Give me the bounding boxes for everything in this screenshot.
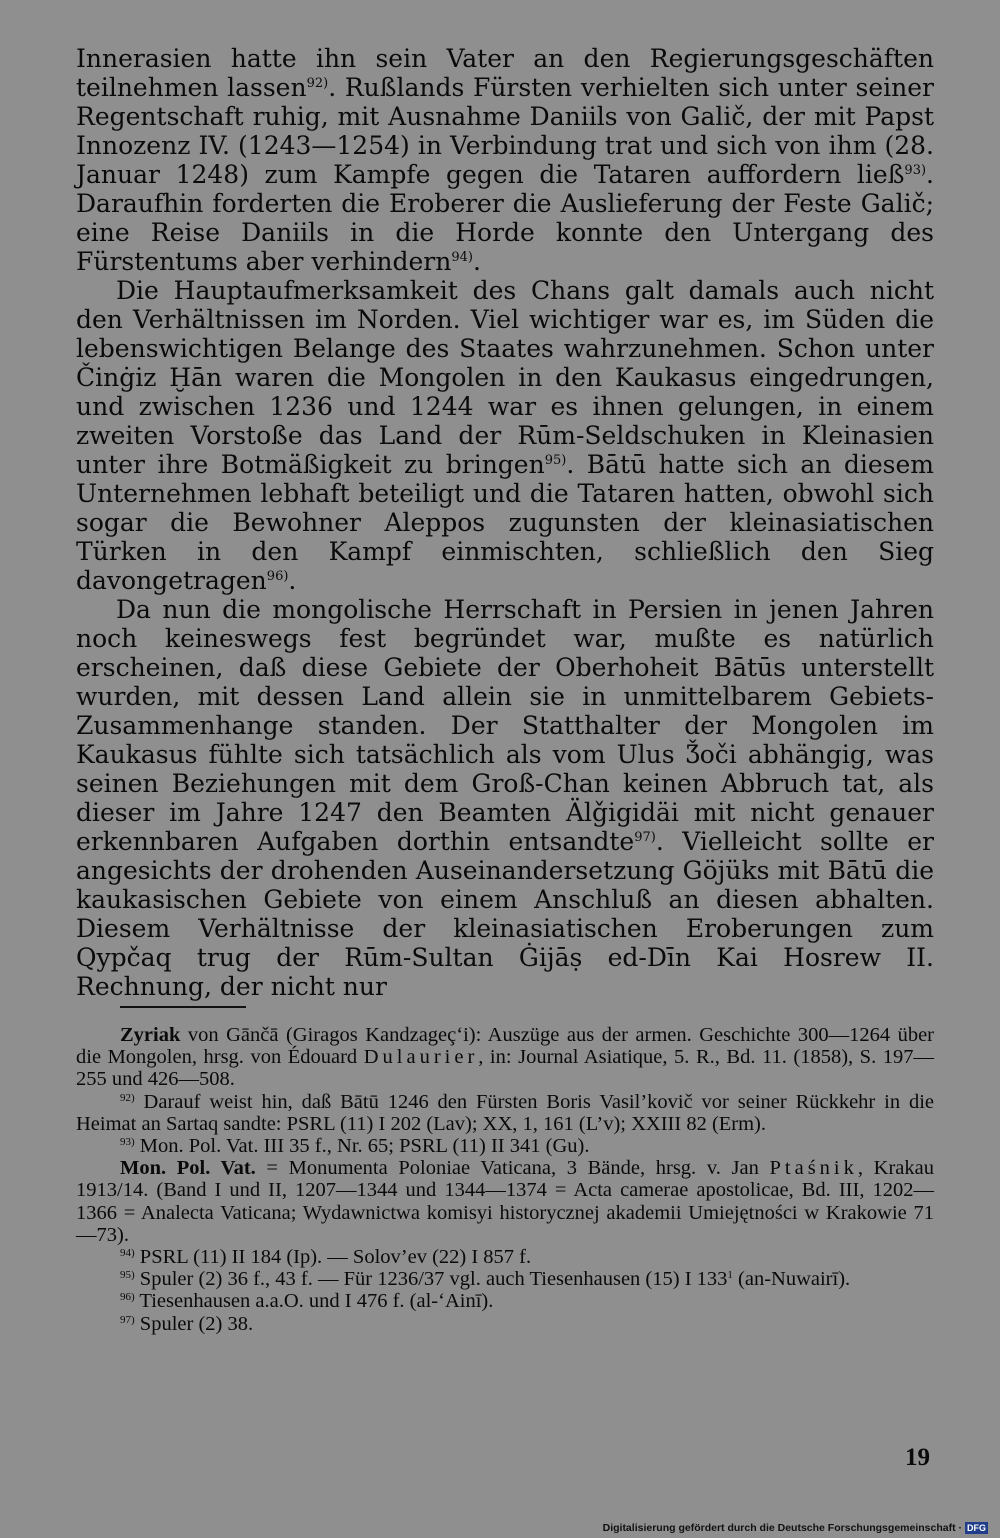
dfg-footer [603, 1522, 988, 1534]
text-run: Die Hauptaufmerksamkeit des Chans galt damals auch nicht den Verhältnissen im Norden. Viel wichtiger war es, im Süden die lebenswichtigen Belange des Staates wahrzunehmen. Schon unter Činġiz Ḫān waren die Mongolen in den Kaukasus eingedrungen, und zwischen 1236 und 1244 war es ihnen gelungen, in einem zweiten Vorstoße das Land der Rūm-Seldschuken in Kleinasien unter ihre Botmäßigkeit zu bringen [76, 276, 934, 479]
footnote-92 [76, 1091, 934, 1135]
footnote-97 [76, 1313, 934, 1335]
footnote-text: PSRL (11) II 184 (Ip). — Solov’ev (22) I 857 f. [134, 1246, 532, 1269]
footnote-95 [76, 1268, 934, 1290]
text-run: . [288, 566, 297, 595]
footnote-number: 96) [120, 1291, 135, 1304]
author-name: Ptaśnik [769, 1157, 858, 1180]
footnote-text: , Krakau 1913/14. (Band I und II, 1207—1344 und 1344—1374 = Acta camerae apostolicae, Bd. III, 1202—1366 = Analecta Vaticana; Wydawnictwa komisyi historycznej akademii Umiejętności w Krakowie 71—73). [76, 1157, 934, 1246]
footnote-text: Tiesenhausen a.a.O. und I 476 f. (al-‘Ainī). [134, 1290, 494, 1313]
author-name: Dulaurier [363, 1046, 479, 1069]
text-run: . Daraufhin forderten die Eroberer die Auslieferung der Feste Galič; eine Reise Daniils in die Horde konnte den Untergang des Fürstentums aber verhindern [76, 160, 934, 276]
paragraph-3 [76, 595, 934, 1001]
footnotes [76, 1024, 934, 1335]
main-text [76, 44, 934, 1001]
footnote-text: Mon. Pol. Vat. III 35 f., Nr. 65; PSRL (11) II 341 (Gu). [134, 1135, 590, 1158]
footnote-ref[interactable]: 92) [306, 76, 329, 91]
footnote-number: 95) [120, 1269, 135, 1282]
footnote-ref[interactable]: 97) [634, 830, 656, 845]
footnote-zyriak [76, 1024, 934, 1091]
page-number: 19 [905, 1444, 930, 1471]
text-run: Da nun die mongolische Herrschaft in Persien in jenen Jahren noch keineswegs fest begründet war, mußte es natürlich erscheinen, daß diese Gebiete der Oberhoheit Bātūs unterstellt wurden, mit dessen Land allein sie in unmittelbarem Gebiets-Zusammenhange standen. Der Statthalter der Mongolen im Kaukasus fühlte sich tatsächlich als vom Ulus Ǯoči abhängig, was seinen Beziehungen mit dem Groß-Chan keinen Abbruch tat, als dieser im Jahre 1247 den Beamten Älǧigidäi mit nicht genauer erkennbaren Aufgaben dorthin entsandte [76, 595, 934, 856]
footnote-text: Darauf weist hin, daß Bātū 1246 den Fürsten Boris Vasil’kovič vor seiner Rückkehr in die Heimat an Sartaq sandte: PSRL (11) I 202 (Lav); XX, 1, 161 (L’v); XXIII 82 (Erm). [76, 1090, 934, 1135]
footnote-ref[interactable]: 94) [451, 250, 473, 265]
footnote-94 [76, 1246, 934, 1268]
footnote-number: 93) [120, 1136, 135, 1149]
footnote-divider [120, 1006, 246, 1008]
footnote-text: (an-Nuwairī). [732, 1268, 851, 1291]
dfg-credit-text: Digitalisierung gefördert durch die Deutsche Forschungsgemeinschaft · [602, 1522, 962, 1534]
footnote-number: 92) [120, 1091, 135, 1104]
abbrev-term: Zyriak [120, 1024, 181, 1046]
text-run: . Rußlands Fürsten verhielten sich unter seiner Regentschaft ruhig, mit Ausnahme Daniils von Galič, der mit Papst Innozenz IV. (1243—1254) in Verbindung trat und sich von ihm (28. Januar 1248) zum Kampfe gegen die Tataren auffordern ließ [76, 73, 934, 189]
footnote-monpol [76, 1157, 934, 1246]
text-run: . [472, 247, 481, 276]
footnote-ref[interactable]: 96) [266, 569, 289, 584]
superscript-index: 1 [727, 1269, 733, 1282]
footnote-text: , in: Journal Asiatique, 5. R., Bd. 11. (1858), S. 197—255 und 426—508. [76, 1046, 934, 1091]
footnote-ref[interactable]: 95) [544, 453, 567, 468]
text-run: . Bātū hatte sich an diesem Unternehmen lebhaft beteiligt und die Tataren hatten, obwohl sich sogar die Bewohner Aleppos zugunsten der kleinasiatischen Türken in den Kampf einmischten, schließlich den Sieg davongetragen [76, 450, 934, 595]
paragraph-1 [76, 44, 934, 276]
footnote-text: von Gānčā (Giragos Kandzageç‘i): Auszüge aus der armen. Geschichte 300—1264 über die Mongolen, hrsg. von Édouard [76, 1024, 934, 1069]
footnote-text: = Monumenta Poloniae Vaticana, 3 Bände, hrsg. v. Jan [255, 1157, 770, 1180]
text-run: . Vielleicht sollte er angesichts der drohenden Auseinandersetzung Göjüks mit Bātū die kaukasischen Gebiete von einem Anschluß an diesen abhalten. Diesem Verhältnisse der kleinasiatischen Eroberungen zum Qypčaq trug der Rūm-Sultan Ġijāṣ ed-Dīn Kai Hosrew II. Rechnung, der nicht nur [76, 827, 934, 1001]
footnote-ref[interactable]: 93) [904, 163, 927, 178]
footnote-number: 94) [120, 1247, 135, 1260]
footnote-number: 97) [120, 1313, 135, 1326]
footnote-96 [76, 1290, 934, 1312]
dfg-logo-icon[interactable]: DFG [967, 1523, 986, 1533]
abbrev-term: Mon. Pol. Vat. [120, 1157, 256, 1180]
footnote-93 [76, 1135, 934, 1157]
text-run: Innerasien hatte ihn sein Vater an den Regierungsgeschäften teilnehmen lassen [76, 44, 934, 102]
footnote-text: Spuler (2) 36 f., 43 f. — Für 1236/37 vgl. auch Tiesenhausen (15) I 133 [134, 1268, 728, 1291]
footnote-text: Spuler (2) 38. [134, 1312, 254, 1335]
paragraph-2 [76, 276, 934, 595]
